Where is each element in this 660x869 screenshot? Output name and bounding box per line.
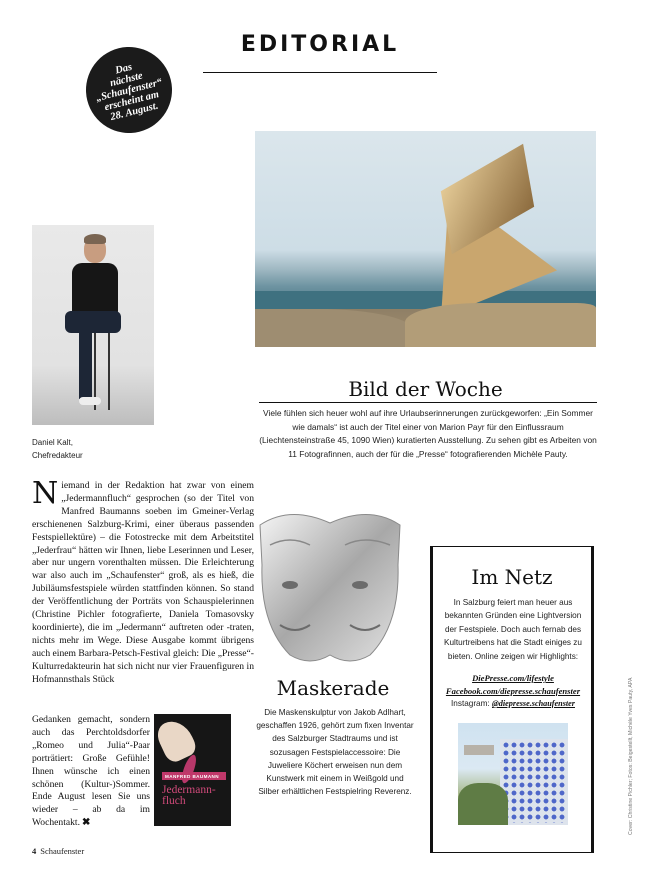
page-footer	[32, 846, 84, 856]
book-author: MANFRED BAUMANN	[162, 772, 226, 780]
editorial-main-text: iemand in der Redaktion hat zwar von einem „Jedermannfluch“ gesprochen (so der Titel von Manfred Baumanns soeben im Gmeiner-Verlag erschienenen Salzburg-Krimi, einer überaus passenden Festspiellektüre) – die Fotostrecke mit dem Arbeitstitel „Jederfrau“ hätten wir Ihnen, liebe Leserinnen und Leser, aber nur ungern vorenthalten müssen. Die Erleichterung war also auch im „Schaufenster“ groß, als es hieß, die Jubiläumsfestspiele würden stattfinden können. So stand der Veröffentlichung der Porträts von Schauspielerinnen (Christine Pichler fotografierte, Daniela Tomasovsky koordinierte), die im „Jedermann“ auftreten oder -traten, nichts mehr im Wege. Diese Ausgabe kommt übrigens auch einem Barbara-Petsch-Festival gleich: Die „Presse“-Kulturredakteurin hat sich nicht nur vier Frauenfiguren in Hofmannsthals Stück	[32, 480, 254, 685]
im-netz-title: Im Netz	[471, 565, 553, 589]
instagram-link[interactable]: @diepresse.schaufenster	[491, 699, 575, 708]
instagram-label: Instagram:	[451, 699, 490, 708]
salzburg-photo	[458, 723, 568, 825]
title-rule	[203, 72, 437, 73]
mask-sculpture-image	[250, 505, 410, 670]
editorial-tail-text: Gedanken gemacht, sondern auch das Perchtoldsdorfer „Romeo und Julia“-Paar porträtiert: Große Gefühle! Ihnen wünsche ich einen schönen (Kultur-)Sommer. Ende August lesen Sie uns wieder – ab da im Wochentakt.	[32, 714, 150, 829]
editor-portrait	[32, 225, 154, 425]
editor-name: Daniel Kalt,	[32, 438, 73, 447]
drop-cap: N	[32, 476, 59, 511]
diepresse-lifestyle-link[interactable]: DiePresse.com/lifestyle	[472, 673, 554, 683]
book-cover	[154, 714, 231, 826]
next-issue-badge	[77, 38, 181, 142]
bild-der-woche-text: Viele fühlen sich heuer wohl auf ihre Urlaubserinnerungen zurückgeworfen: „Ein Sommer wie damals“ ist auch der Titel einer von Marion Payr für den Einflussraum (Liechtensteinstraße 45, 1090 Wien) kuratierten Ausstellung. Zu sehen gibt es Arbeiten von 11 Fotografinnen, auch der für die „Presse“ fotografierenden Michèle Pauty.	[259, 408, 597, 459]
book-title: Jedermann-fluch	[162, 784, 216, 807]
page-number: 4	[32, 846, 37, 856]
photo-credit: Cover: Christine Pichler; Fotos: Beigestellt, Michèle Yves Pauty, APA	[628, 677, 634, 835]
page-title: EDITORIAL	[240, 32, 400, 57]
im-netz-text: In Salzburg feiert man heuer aus bekannten Gründen eine Lightversion der Festspiele. Doch auch fernab des Kulturtreibens hat die Stadt einiges zu bieten. Online zeigen wir Highlights:	[444, 598, 582, 661]
instagram-line	[440, 699, 586, 708]
end-mark-icon: ✖	[81, 817, 91, 829]
badge-text: Das nächste „Schaufenster“ erscheint am 28. August.	[94, 61, 164, 123]
maskerade-text: Die Maskenskulptur von Jakob Adlhart, geschaffen 1926, gehört zum fixen Inventar des Salzburger Stadtraums und ist sozusagen Festspielaccessoire: Die Juweliere Köchert erweisen nun dem Kunstwerk mit einem in Weißgold und Silber erhältlichen Festspielring Reverenz.	[256, 708, 414, 797]
editor-role: Chefredakteur	[32, 451, 83, 460]
portrait-caption	[32, 436, 152, 462]
bild-der-woche-title: Bild der Woche	[348, 377, 503, 401]
editorial-tail	[32, 714, 150, 830]
publication-name: Schaufenster	[40, 846, 85, 856]
maskerade-title: Maskerade	[276, 676, 390, 700]
bild-der-woche-rule	[259, 402, 597, 403]
facebook-link[interactable]: Facebook.com/diepresse.schaufenster	[445, 686, 581, 696]
editorial-body	[32, 476, 254, 687]
photo-of-the-week	[255, 131, 596, 347]
